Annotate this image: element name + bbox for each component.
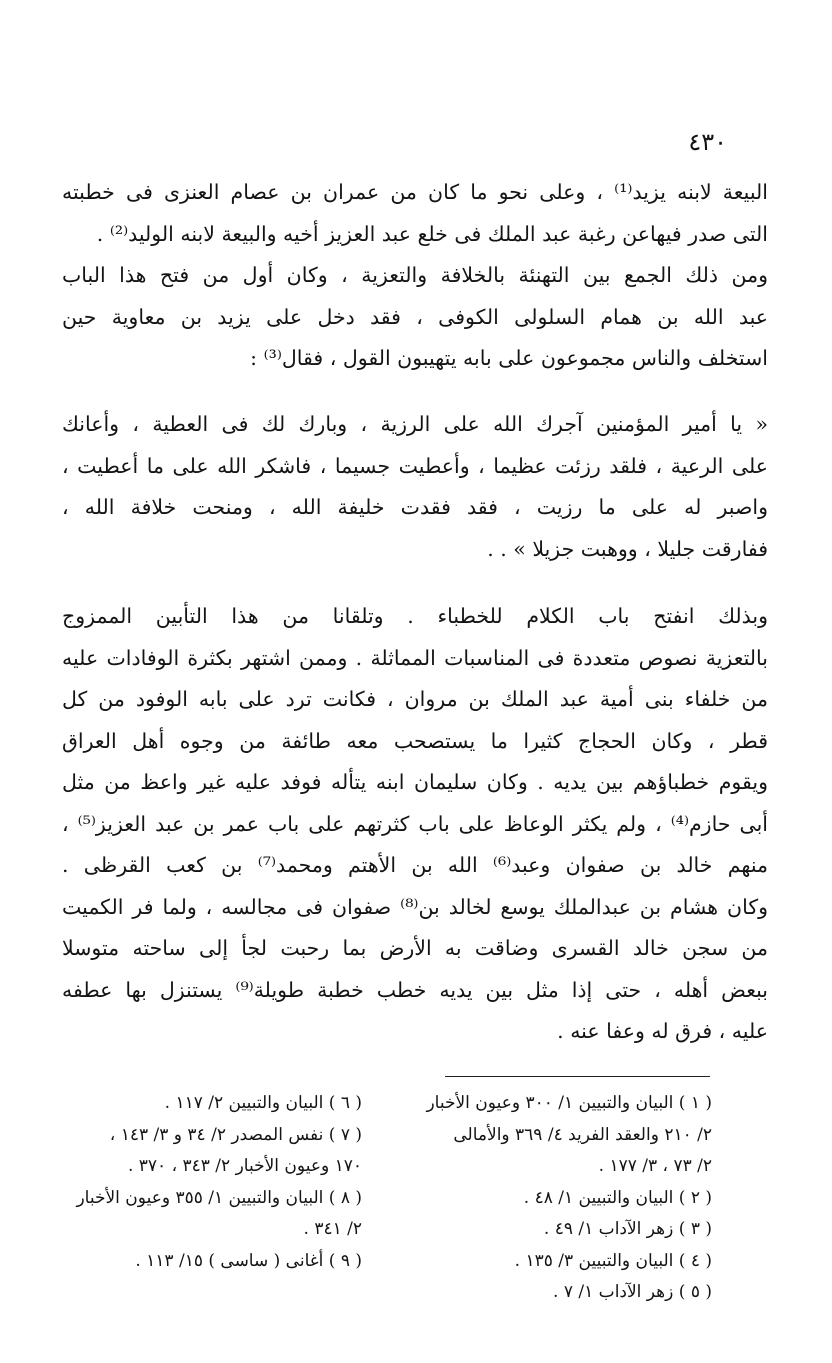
text-line: وبذلك انفتح باب الكلام للخطباء . وتلقانا من هذا التأبين الممزوج	[62, 604, 768, 628]
footnote-line: ( ٧ ) نفس المصدر ٢/ ٣٤ و ٣/ ١٤٣ ،	[109, 1124, 362, 1145]
text-line: ببعض أهله ، حتى إذا مثل بين يديه خطب خطبة طويلة⁽⁹⁾ يستنزل بها عطفه	[62, 977, 768, 1002]
footnote-line: ( ٤ ) البيان والتبيين ٣/ ١٣٥ .	[514, 1250, 712, 1271]
text-line: استخلف والناس مجموعون على بابه يتهيبون القول ، فقال⁽³⁾ :	[250, 346, 768, 370]
quotation-paragraph	[62, 404, 768, 570]
paragraph-1	[62, 172, 768, 380]
text-line: من سجن خالد القسرى وضاقت به الأرض بما رحبت لجأ إلى ساحته متوسلا	[62, 936, 768, 960]
footnote-line: ( ٨ ) البيان والتبيين ١/ ٣٥٥ وعيون الأخبار	[76, 1187, 362, 1208]
footnote-line: ( ٣ ) زهر الآداب ١/ ٤٩ .	[543, 1219, 712, 1239]
footnote-line: ( ٥ ) زهر الآداب ١/ ٧ .	[553, 1282, 712, 1302]
footnote-line: ( ٦ ) البيان والتبيين ٢/ ١١٧ .	[164, 1093, 362, 1113]
page-number: ٤٣٠	[688, 128, 727, 156]
text-line: وكان هشام بن عبدالملك يوسع لخالد بن⁽⁸⁾ صفوان فى مجالسه ، ولما فر الكميت	[62, 894, 768, 919]
text-line: البيعة لابنه يزيد⁽¹⁾ ، وعلى نحو ما كان من عمران بن عصام العنزى فى خطبته	[62, 180, 768, 204]
text-line: من خلفاء بنى أمية عبد الملك بن مروان ، فكانت ترد على بابه الوفود من كل	[62, 687, 768, 711]
text-line: بالتعزية نصوص متعددة فى المناسبات المماثلة . وممن اشتهر بكثرة الوفادات عليه	[62, 645, 768, 670]
footnote-line: ( ٩ ) أغانى ( ساسى ) ١٥/ ١١٣ .	[135, 1250, 362, 1271]
text-line: عليه ، فرق له وعفا عنه .	[557, 1019, 768, 1043]
footnote-line: ( ٢ ) البيان والتبيين ١/ ٤٨ .	[523, 1187, 712, 1208]
text-line: واصبر له على ما رزيت ، فقد فقدت خليفة الله ، ومنحت خلافة الله ،	[62, 495, 768, 519]
text-line: « يا أمير المؤمنين آجرك الله على الرزية ، وبارك لك فى العطية ، وأعانك	[62, 412, 768, 436]
footnotes-left-column	[42, 1088, 362, 1277]
text-line: ويقوم خطباؤهم بين يديه . وكان سليمان ابنه يتأله فوفد عليه غير واعظ من مثل	[62, 770, 768, 794]
footnote-separator	[445, 1076, 710, 1077]
footnote-line: ١٧٠ وعيون الأخبار ٢/ ٣٤٣ ، ٣٧٠ .	[127, 1156, 362, 1176]
text-line: منهم خالد بن صفوان وعبد⁽⁶⁾ الله بن الأهتم ومحمد⁽⁷⁾ بن كعب القرظى .	[62, 853, 768, 877]
text-line: ففارقت جليلا ، ووهبت جزيلا » . .	[487, 536, 768, 561]
footnote-line: ٢/ ٧٣ ، ٣/ ١٧٧ .	[598, 1156, 712, 1176]
text-line: التى صدر فيهاعن رغبة عبد الملك فى خلع عبد العزيز أخيه والبيعة لابنه الوليد⁽²⁾ .	[96, 221, 768, 246]
text-line: قطر ، وكان الحجاج كثيرا ما يستصحب معه طائفة من وجوه أهل العراق	[62, 728, 768, 753]
text-line: أبى حازم⁽⁴⁾ ، ولم يكثر الوعاظ على باب كثرتهم على باب عمر بن عبد العزيز⁽⁵⁾ ،	[62, 811, 768, 836]
footnote-line: ٢/ ٢١٠ والعقد الفريد ٤/ ٣٦٩ والأمالى	[453, 1124, 712, 1145]
footnotes-right-column	[412, 1088, 712, 1309]
footnote-line: ( ١ ) البيان والتبيين ١/ ٣٠٠ وعيون الأخبار	[426, 1093, 712, 1113]
text-line: عبد الله بن همام السلولى الكوفى ، فقد دخل على يزيد بن معاوية حين	[62, 304, 768, 329]
text-line: على الرعية ، فلقد رزئت عظيما ، وأعطيت جسيما ، فاشكر الله على ما أعطيت ،	[62, 453, 768, 478]
paragraph-3	[62, 596, 768, 1053]
text-line: ومن ذلك الجمع بين التهنئة بالخلافة والتعزية ، وكان أول من فتح هذا الباب	[62, 263, 768, 287]
footnote-line: ٢/ ٣٤١ .	[303, 1219, 362, 1239]
